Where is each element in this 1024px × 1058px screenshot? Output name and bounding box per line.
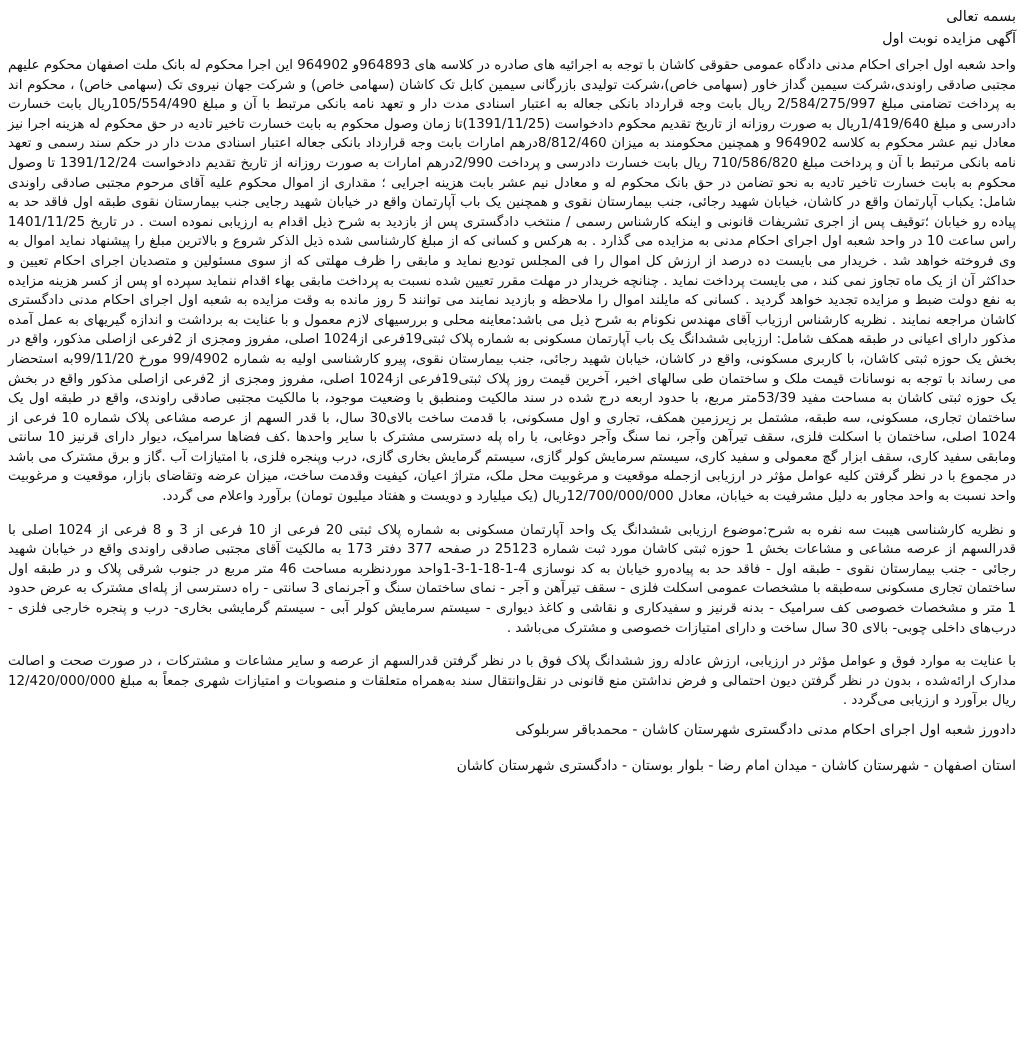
notice-paragraph-expert-panel: و نظریه کارشناسی هیبت سه نفره به شرح:موضوع ارزیابی ششدانگ یک واحد آپارتمان مسکونی به شماره پلاک ثبتی 20 فرعی از 10 فرعی از 3 و 8 فرعی از 1024 اصلی با قدرالسهم از عرصه مشاعی و مشاعات بخش 1 حوزه ثبتی کاشان مورد ثبت شماره 25123 در صفحه 377 دفتر 173 به مالکیت آقای مجتبی صادقی راوندی واقع در خیابان شهید رجائی - جنب بیمارستان نقوی - طبقه اول - فاقد حد به پیاده‌رو خیابان به کد نوسازی 4-1-18-1-3-1واحد موردنظربه مساحت 46 متر مربع در جنوب شرقی پلاک و در طبقه اول ساختمان تجاری مسکونی سه‌طبقه با مشخصات عمومی اسکلت فلزی - سقف تیرآهن و آجر - نمای ساختمان سنگ و آجرنمای 3 سانتی - راه دسترسی از پله‌ای مشترک به عرض حدود 1 متر و مشخصات خصوصی کف سرامیک - بدنه قرنیز و سفیدکاری و نقاشی و کاغذ دیواری - سیستم سرمایش کولر آبی - سیستم گرمایشی بخاری- درب و پنجره خارجی فلزی - درب‌های داخلی چوبی- بالای 30 سال ساخت و دارای امتیازات خصوصی و مشترک می‌باشد . — [8, 522, 1017, 636]
notice-paragraph-valuation: با عنایت به موارد فوق و عوامل مؤثر در ارزیابی، ارزش عادله روز ششدانگ پلاک فوق با در نظر گرفتن قدرالسهم از عرصه و سایر مشاعات و مشترکات ، در صورت صحت و اصالت مدارک ارائه‌شده ، بدون در نظر گرفتن دیون احتمالی و فرض نداشتن منع قانونی در نقل‌وانتقال سند به‌همراه متعلقات و منصوبات و امتیازات شهری جمعاً به مبلغ 12/420/000/000 ریال برآورد و ارزیابی می‌گردد . — [8, 654, 1016, 709]
address-line: استان اصفهان - شهرستان کاشان - میدان امام رضا - بلوار بوستان - دادگستری شهرستان کاشان — [456, 758, 1016, 774]
bismillah-heading: بسمه تعالی — [946, 9, 1016, 25]
signature-line: دادورز شعبه اول اجرای احکام مدنی دادگستری شهرستان کاشان - محمدباقر سربلوکی — [515, 722, 1016, 738]
notice-title: آگهی مزایده نوبت اول — [882, 31, 1016, 47]
notice-paragraph-main: واحد شعبه اول اجرای احکام مدنی دادگاه عمومی حقوقی کاشان با توجه به اجرائیه های صادره در کلاسه های 964893و 964902 این اجرا محکوم له بانک ملت اصفهان محکوم علیهم مجتبی صادقی راوندی،شرکت سیمین گداز خاور (سهامی خاص)،شرکت تولیدی بازرگانی سیمین کابل تک کاشان (سهامی خاص) و شرکت جهان نیروی تک (سهامی خاص) ، محکوم اند به پرداخت تضامنی مبلغ 2/584/275/997 ریال بابت وجه قرارداد بانکی جعاله به اعتبار اسنادی مدت دار و تعهد نامه بانکی مرتبط با آن و مبلغ 105/554/490ریال بابت خسارت دادرسی و مبلغ 1/419/640ریال به صورت روزانه از تاریخ تقدیم محکوم دادخواست (1391/11/25)تا زمان وصول محکوم به بابت خسارت تاخیر تادیه در حق محکوم له هزینه اجرا نیز معادل نیم عشر محکوم به کلاسه 964902 و همچنین محکومند به میزان 8/812/460درهم امارات بابت وجه قرارداد بانکی جعاله اعتبار اسنادی مدت دار در حکم سند رسمی و تعهد نامه بانکی مرتبط با آن و پرداخت مبلغ 710/586/820 ریال بابت خسارت دادرسی و پرداخت 2/990درهم امارات به صورت روزانه از تاریخ تقدیم دادخواست 1391/12/24 تا وصول محکوم به بابت خسارت تاخیر تادیه به نحو تضامن در حق بانک محکوم له و معادل نیم عشر بابت هزینه اجرایی ؛ مقداری از اموال محکوم علیه آقای مرحوم مجتبی صادقی راوندی شامل: یکباب آپارتمان واقع در کاشان، خیابان شهید رجائی، جنب بیمارستان نقوی و همچنین یک باب آپارتمان واقع در خیابان شهید رجایی جنب بیمارستان نقوی طبقه اول فاقد حد به پیاده رو خیابان ؛توقیف پس از اجری تشریفات قانونی و اینکه کارشناس رسمی / منتخب دادگستری پس از بازدید به شرح ذیل اقدام به ارزیابی نموده است . در تاریخ 1401/11/25 راس ساعت 10 در واحد شعبه اول اجرای احکام مدنی به مزایده می گذارد . به هرکس و کسانی که از مبلغ کارشناسی شده ذیل الذکر شروع و بالاترین مبلغ را پیشنهاد نماید اموال به وی فروخته خواهد شد . خریدار می بایست ده درصد از ارزش کل اموال را فی المجلس تودیع نماید و مابقی را ظرف مهلتی که از سوی مسئولین و متصدیان اجرای احکام تعیین و حداکثر آن از یک ماه تجاوز نمی کند ، می بایست پرداخت نماید . چنانچه خریدار در مهلت مقرر تعیین شده نسبت به پرداخت مابقی بهاء اقدام ننماید سپرده او پس از کسر هزینه مزایده به نفع دولت ضبط و مزایده تجدید خواهد گردید . کسانی که مایلند اموال را ملاحظه و بازدید نمایند می توانند 5 روز مانده به وقت مزایده به شعبه اول اجرای احکام مدنی دادگستری کاشان مراجعه نمایند . نظریه کارشناس ارزیاب آقای مهندس نکونام به شرح ذیل می باشد:معاینه محلی و بررسیهای لازم معمول و با عنایت به برداشت و اندازه گیریهای به عمل آمده مذکور دارای اعیانی در طبقه همکف شامل: ارزیابی ششدانگ یک باب آپارتمان مسکونی به شماره پلاک ثبتی19فرعی از1024 اصلی، مفروز ومجزی از 2فرعی ازاصلی مذکور، واقع در بخش یک حوزه ثبتی کاشان، با کاربری مسکونی، واقع در کاشان، خیابان شهید رجائی، جنب بیمارستان نقوی، پیرو کارشناسی اولیه به شماره 99/4902 مورخ 99/11/20به استحضار می رساند با توجه به نوسانات قیمت ملک و ساختمان طی سالهای اخیر، آخرین قیمت روز پلاک ثبتی19فرعی از1024 اصلی، مفروز ومجزی از 2فرعی ازاصلی مذکور واقع در بخش یک حوزه ثبتی کاشان به مساحت مفید 53/39متر مربع، با حدود اربعه درج شده در سند مالکیت ومنطبق با وضعیت موجود، با مالکیت مجتبی صادقی راوندی، واقع در طبقه اول یک ساختمان تجاری، مسکونی، سه طبقه، مشتمل بر زیرزمین همکف، تجاری و اول مسکونی، با قدمت ساخت بالای30 سال، با قدر السهم از عرصه مشاعی پلاک شماره 10 فرعی از 1024 اصلی، ساختمان با اسکلت فلزی، سقف تیرآهن وآجر، نما سنگ وآجر دوغابی، با راه پله دسترسی مشترک با سایر واحدها .کف فضاها سرامیک، دیوار دارای قرنیز 10 سانتی ومابقی سفید کاری، سقف ابزار گچ معمولی و سفید کاری، سیستم سرمایش کولر گازی، سیستم گرمایش بخاری گازی، درب وپنجره فلزی، با امتیازات آب .گاز و برق مشترک می باشد در مجموع با در نظر گرفتن کلیه عوامل مؤثر در ارزیابی ازجمله موقعیت و مرغوبیت محل ملک، متراژ اعیان، کیفیت وقدمت ساخت، میزان عرضه وتقاضای بازار، موقعیت و مرغوبیت واحد نسبت به واحد مجاور به دلیل مشرفیت به خیابان، معادل 12/700/000/000ریال (یک میلیارد و دویست و هفتاد میلیون تومان) برآورد واعلام می گردد. — [8, 58, 1017, 505]
